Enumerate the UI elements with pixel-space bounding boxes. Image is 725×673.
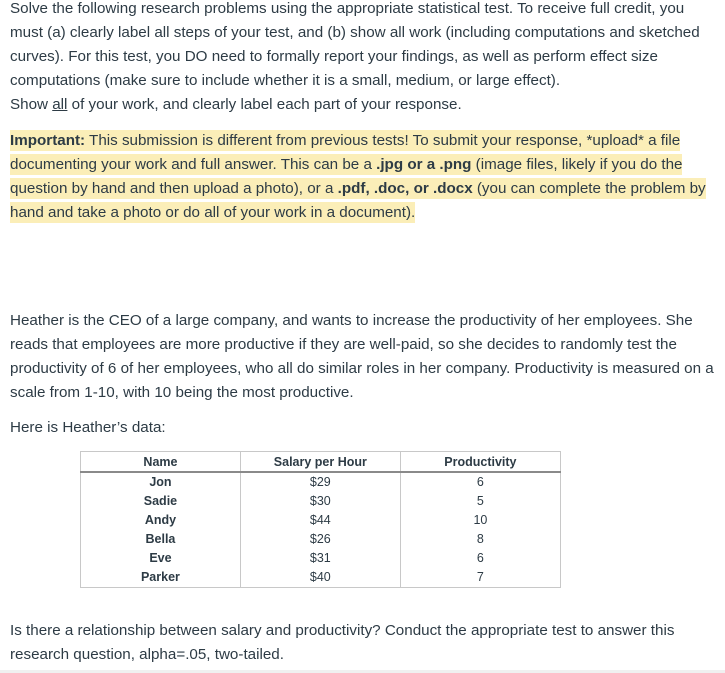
cell-name: Jon: [81, 472, 241, 492]
important-notice: [10, 129, 718, 225]
column-header-name: Name: [81, 452, 241, 473]
column-header-productivity: Productivity: [400, 452, 560, 473]
document-formats: .pdf, .doc, or .docx: [337, 180, 473, 197]
cell-salary: $26: [240, 530, 400, 549]
column-header-salary: Salary per Hour: [240, 452, 400, 473]
cell-name: Andy: [81, 511, 241, 530]
cell-salary: $29: [240, 472, 400, 492]
cell-salary: $44: [240, 511, 400, 530]
cell-salary: $31: [240, 549, 400, 568]
cell-name: Sadie: [81, 492, 241, 511]
cell-productivity: 5: [400, 492, 560, 511]
cell-productivity: 10: [400, 511, 560, 530]
important-text-1: This submission is different from previous tests! To submit your response, *upload* a file documenting your work and full answer. This can be a: [10, 132, 681, 173]
show-prefix: Show: [10, 96, 53, 113]
cell-productivity: 6: [400, 472, 560, 492]
cell-salary: $30: [240, 492, 400, 511]
data-table: [80, 451, 561, 588]
table-row: [81, 511, 561, 530]
show-all-underlined: all: [52, 96, 68, 113]
scenario-paragraph: Heather is the CEO of a large company, and wants to increase the productivity of her employees. She reads that employees are more productive if they are well-paid, so she decides to randomly test the productivity of 6 of her employees, who all do similar roles in her company. Productivity is measured on a scale from 1-10, with 10 being the most productive.: [10, 312, 714, 401]
cell-productivity: 8: [400, 530, 560, 549]
table-row: [81, 530, 561, 549]
cell-name: Parker: [81, 568, 241, 588]
important-text-3: (you can complete the problem by hand and take a photo or do all of your work in a document).: [10, 180, 706, 221]
instructions-text: Solve the following research problems using the appropriate statistical test. To receive full credit, you must (a) clearly label all steps of your test, and (b) show all work (including computations and sketched curves). For this test, you DO need to formally report your findings, as well as perform effect size computations (make sure to include whether it is a small, medium, or large effect).: [10, 0, 700, 89]
data-intro: Here is Heather’s data:: [10, 419, 166, 436]
cell-name: Eve: [81, 549, 241, 568]
table-row: [81, 549, 561, 568]
table-row: [81, 472, 561, 492]
cell-salary: $40: [240, 568, 400, 588]
table-row: [81, 568, 561, 588]
research-question: Is there a relationship between salary and productivity? Conduct the appropriate test to answer this research question, alpha=.05, two-tailed.: [10, 622, 675, 663]
cell-productivity: 6: [400, 549, 560, 568]
table-row: [81, 492, 561, 511]
table-header-row: [81, 452, 561, 473]
important-text-2: (image files, likely if you do the question by hand and then upload a photo), or a: [10, 156, 683, 197]
cell-name: Bella: [81, 530, 241, 549]
important-highlight: [10, 130, 706, 223]
important-label: Important:: [10, 132, 86, 149]
show-suffix: of your work, and clearly label each part of your response.: [67, 96, 462, 113]
image-formats: .jpg or a .png: [376, 156, 472, 173]
instructions-paragraph: [10, 0, 718, 117]
cell-productivity: 7: [400, 568, 560, 588]
